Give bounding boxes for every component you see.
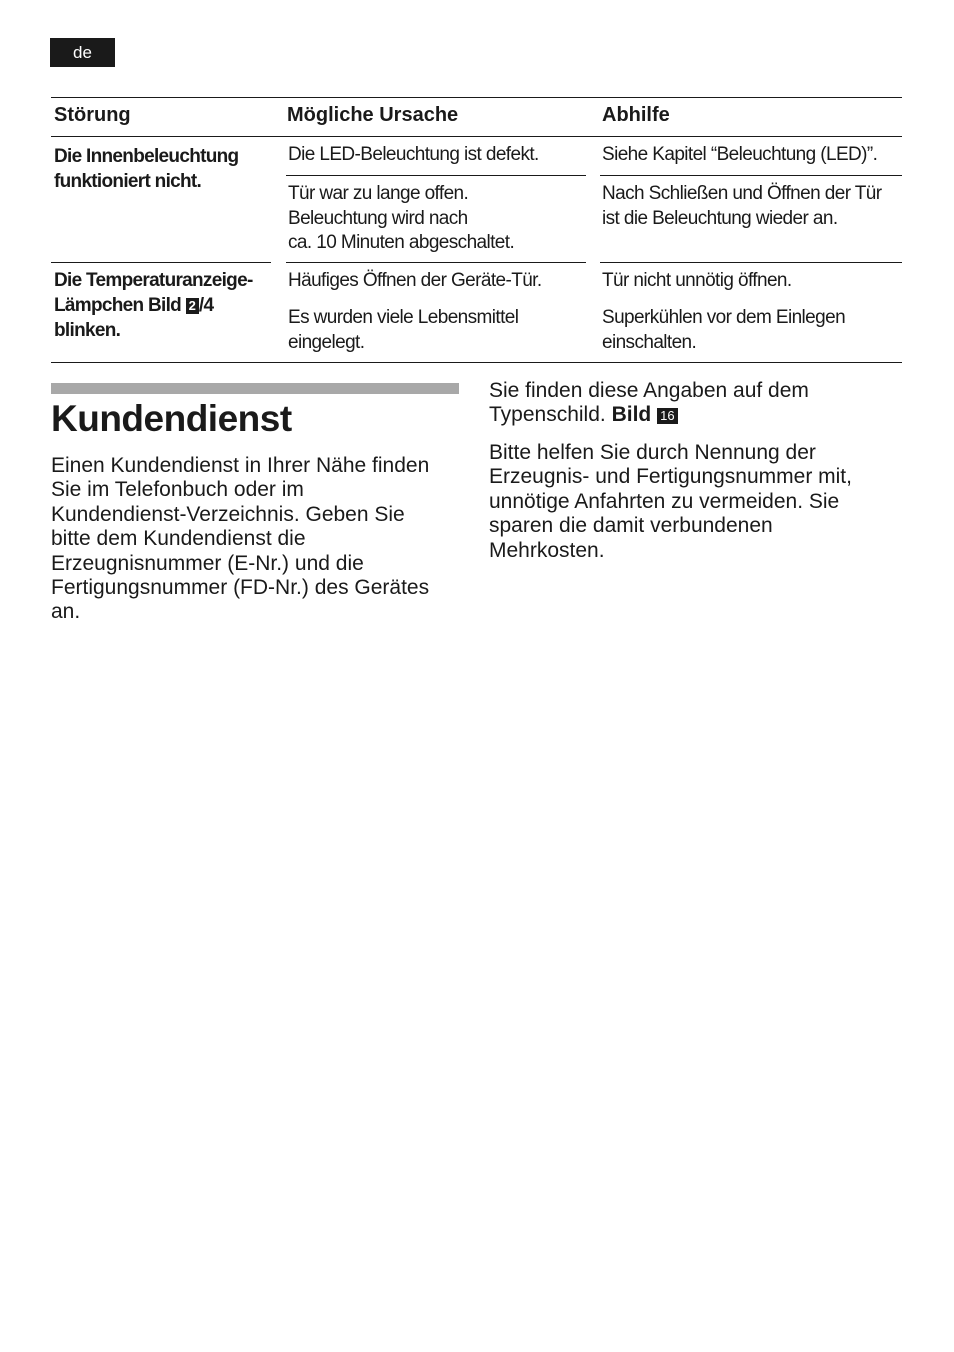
row1-remedy2-line1: Nach Schließen und Öffnen der Tür	[602, 183, 882, 204]
row1-remedy2	[602, 182, 881, 231]
row2-fault-line3: blinken.	[54, 320, 121, 341]
row2-fault	[54, 268, 253, 343]
right-paragraph-1-line2	[489, 403, 809, 427]
left-paragraph-line: Fertigungsnummer (FD-Nr.) des Gerätes	[51, 576, 430, 600]
table-top-rule	[51, 97, 902, 98]
left-paragraph-line: Kundendienst-Verzeichnis. Geben Sie	[51, 502, 405, 526]
row2-remedy2	[602, 306, 845, 355]
right-paragraph-2-line: Mehrkosten.	[489, 538, 605, 562]
left-paragraph-line: Sie im Telefonbuch oder im	[51, 478, 304, 502]
right-paragraph-2-line: Erzeugnis- und Fertigungsnummer mit,	[489, 465, 852, 489]
row2-remedy1: Tür nicht unnötig öffnen.	[602, 270, 792, 291]
left-paragraph-line: bitte dem Kundendienst die	[51, 527, 306, 551]
section-bar	[51, 383, 459, 394]
row2-fault-line2-prefix: Lämpchen Bild	[54, 295, 186, 316]
row1-cause-rule	[286, 262, 586, 263]
header-remedy: Abhilfe	[602, 104, 670, 126]
row1-cause2	[288, 182, 514, 256]
right-paragraph-2	[489, 441, 852, 563]
row1-remedy2-line2: ist die Beleuchtung wieder an.	[602, 207, 838, 229]
right-paragraph-1	[489, 379, 809, 428]
left-paragraph-line: an.	[51, 600, 81, 624]
right-paragraph-2-line: sparen die damit verbundenen	[489, 514, 773, 538]
row2-cause2-line2: eingelegt.	[288, 331, 365, 353]
row2-cause1: Häufiges Öffnen der Geräte-Tür.	[288, 270, 542, 291]
row2-cause2	[288, 306, 518, 355]
row2-fault-line2-suffix: /4	[198, 295, 214, 316]
row1-cause2-line2: Beleuchtung wird nach	[288, 207, 468, 229]
figure-16-badge: 16	[657, 408, 677, 424]
right-paragraph-1-line2-text: Typenschild.	[489, 403, 606, 427]
section-title: Kundendienst	[51, 398, 292, 439]
row1-cause2-line3: ca. 10 Minuten abgeschaltet.	[288, 232, 515, 253]
row1-inner-rule-cause	[286, 175, 586, 176]
row1-inner-rule-remedy	[600, 175, 902, 176]
row1-fault-line1: Die Innenbeleuchtung	[54, 146, 239, 167]
row1-cause2-line1: Tür war zu lange offen.	[288, 183, 469, 204]
row2-fault-line2	[54, 293, 253, 318]
right-paragraph-2-line: unnötige Anfahrten zu vermeiden. Sie	[489, 489, 840, 513]
figure-2-badge: 2	[186, 298, 199, 314]
row2-remedy2-line1: Superkühlen vor dem Einlegen	[602, 307, 846, 328]
row1-cause1: Die LED-Beleuchtung ist defekt.	[288, 144, 539, 165]
row2-remedy2-line2: einschalten.	[602, 331, 697, 353]
table-bottom-rule	[51, 362, 902, 363]
row1-remedy-rule	[600, 262, 902, 263]
row2-cause2-line1: Es wurden viele Lebensmittel	[288, 307, 519, 328]
row2-fault-line1: Die Temperaturanzeige-	[54, 270, 253, 291]
row1-remedy1: Siehe Kapitel “Beleuchtung (LED)”.	[602, 144, 878, 165]
language-tag: de	[50, 38, 115, 67]
row1-fault-line2: funktioniert nicht.	[54, 171, 202, 192]
left-paragraph	[51, 454, 429, 625]
right-paragraph-2-line: Bitte helfen Sie durch Nennung der	[489, 441, 816, 464]
table-header-rule	[51, 136, 902, 137]
row1-fault	[54, 144, 238, 194]
figure-ref-label: Bild	[611, 403, 652, 427]
left-paragraph-line: Erzeugnisnummer (E-Nr.) und die	[51, 551, 364, 575]
header-fault: Störung	[54, 104, 131, 126]
row1-fault-rule	[51, 262, 271, 263]
left-paragraph-line: Einen Kundendienst in Ihrer Nähe finden	[51, 454, 430, 477]
header-cause: Mögliche Ursache	[287, 104, 459, 126]
right-paragraph-1-line1: Sie finden diese Angaben auf dem	[489, 379, 809, 402]
